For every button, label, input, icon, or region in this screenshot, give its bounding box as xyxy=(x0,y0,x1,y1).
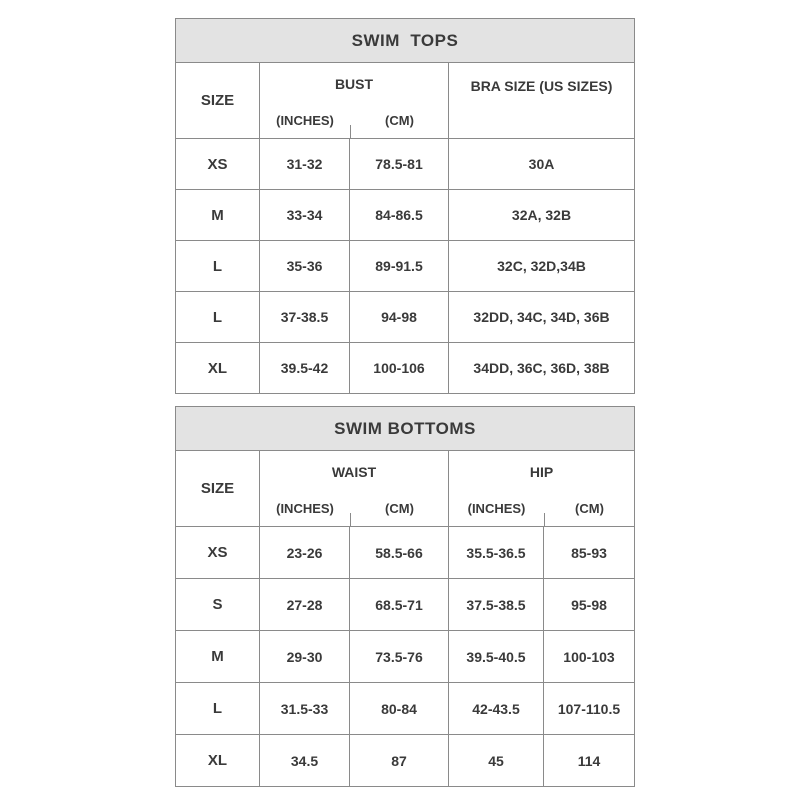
bra-size-column-header: BRA SIZE (US SIZES) xyxy=(448,63,634,138)
waist-inches-cell: 29-30 xyxy=(259,631,349,682)
size-cell: XS xyxy=(207,155,228,173)
bust-cm-cell: 94-98 xyxy=(349,292,448,342)
bust-cm-cell: 100-106 xyxy=(349,343,448,393)
waist-inches-cell: 31.5-33 xyxy=(259,683,349,734)
size-cell: L xyxy=(212,308,223,326)
hip-cm-cell: 95-98 xyxy=(543,579,634,630)
swim-tops-header-row xyxy=(176,63,634,138)
bust-cm-cell: 78.5-81 xyxy=(349,139,448,189)
bust-inches-subheader: (INCHES) xyxy=(276,113,334,128)
waist-subheaders xyxy=(260,501,448,516)
subcolumn-divider-tick xyxy=(350,513,351,526)
hip-column-group xyxy=(448,451,634,526)
waist-column-group xyxy=(259,451,448,526)
hip-inches-cell: 45 xyxy=(448,735,543,786)
table-row xyxy=(176,682,634,734)
hip-inches-cell: 35.5-36.5 xyxy=(448,527,543,578)
bust-inches-cell: 39.5-42 xyxy=(259,343,349,393)
swim-tops-table xyxy=(175,18,635,394)
size-column-header: SIZE xyxy=(200,92,235,109)
waist-cm-cell: 58.5-66 xyxy=(349,527,448,578)
bra-size-cell: 32C, 32D,34B xyxy=(448,241,634,291)
size-column-header: SIZE xyxy=(200,480,235,497)
waist-cm-cell: 68.5-71 xyxy=(349,579,448,630)
bust-inches-cell: 35-36 xyxy=(259,241,349,291)
hip-subheaders xyxy=(449,501,634,516)
size-cell: L xyxy=(212,257,223,275)
waist-inches-cell: 34.5 xyxy=(259,735,349,786)
table-row xyxy=(176,342,634,393)
table-row xyxy=(176,578,634,630)
hip-group-label: HIP xyxy=(529,464,554,480)
bust-column-group xyxy=(259,63,448,138)
bust-cm-subheader: (CM) xyxy=(385,113,414,128)
hip-inches-cell: 42-43.5 xyxy=(448,683,543,734)
hip-cm-cell: 85-93 xyxy=(543,527,634,578)
bust-subheaders xyxy=(260,113,448,128)
bra-size-cell: 30A xyxy=(448,139,634,189)
table-row xyxy=(176,526,634,578)
waist-group-label: WAIST xyxy=(331,464,377,480)
size-cell: L xyxy=(212,700,223,717)
waist-cm-cell: 87 xyxy=(349,735,448,786)
bust-cm-cell: 84-86.5 xyxy=(349,190,448,240)
size-cell: XL xyxy=(207,752,228,769)
swim-tops-title: SWIM TOPS xyxy=(176,19,634,63)
bra-size-cell: 34DD, 36C, 36D, 38B xyxy=(448,343,634,393)
table-row xyxy=(176,630,634,682)
bust-inches-cell: 37-38.5 xyxy=(259,292,349,342)
hip-inches-cell: 37.5-38.5 xyxy=(448,579,543,630)
hip-inches-subheader: (INCHES) xyxy=(467,501,526,516)
bust-inches-cell: 33-34 xyxy=(259,190,349,240)
waist-cm-cell: 80-84 xyxy=(349,683,448,734)
table-row xyxy=(176,189,634,240)
waist-inches-cell: 27-28 xyxy=(259,579,349,630)
bust-group-label: BUST xyxy=(334,76,374,92)
size-cell: XS xyxy=(207,544,228,561)
size-cell: M xyxy=(211,648,224,665)
hip-cm-cell: 114 xyxy=(543,735,634,786)
size-cell: XL xyxy=(207,359,228,377)
bra-size-cell: 32A, 32B xyxy=(448,190,634,240)
size-cell: M xyxy=(211,206,224,224)
hip-cm-cell: 107-110.5 xyxy=(543,683,634,734)
size-cell: S xyxy=(212,596,223,613)
table-row xyxy=(176,734,634,786)
hip-inches-cell: 39.5-40.5 xyxy=(448,631,543,682)
bra-size-cell: 32DD, 34C, 34D, 36B xyxy=(448,292,634,342)
bust-inches-cell: 31-32 xyxy=(259,139,349,189)
waist-inches-cell: 23-26 xyxy=(259,527,349,578)
swim-bottoms-header-row xyxy=(176,451,634,526)
swim-bottoms-title: SWIM BOTTOMS xyxy=(176,407,634,451)
hip-cm-cell: 100-103 xyxy=(543,631,634,682)
subcolumn-divider-tick xyxy=(544,513,545,526)
table-row xyxy=(176,138,634,189)
hip-cm-subheader: (CM) xyxy=(575,501,604,516)
bust-cm-cell: 89-91.5 xyxy=(349,241,448,291)
waist-cm-subheader: (CM) xyxy=(385,501,414,516)
waist-inches-subheader: (INCHES) xyxy=(276,501,334,516)
table-row xyxy=(176,240,634,291)
table-row xyxy=(176,291,634,342)
waist-cm-cell: 73.5-76 xyxy=(349,631,448,682)
swim-bottoms-table xyxy=(175,406,635,787)
subcolumn-divider-tick xyxy=(350,125,351,138)
